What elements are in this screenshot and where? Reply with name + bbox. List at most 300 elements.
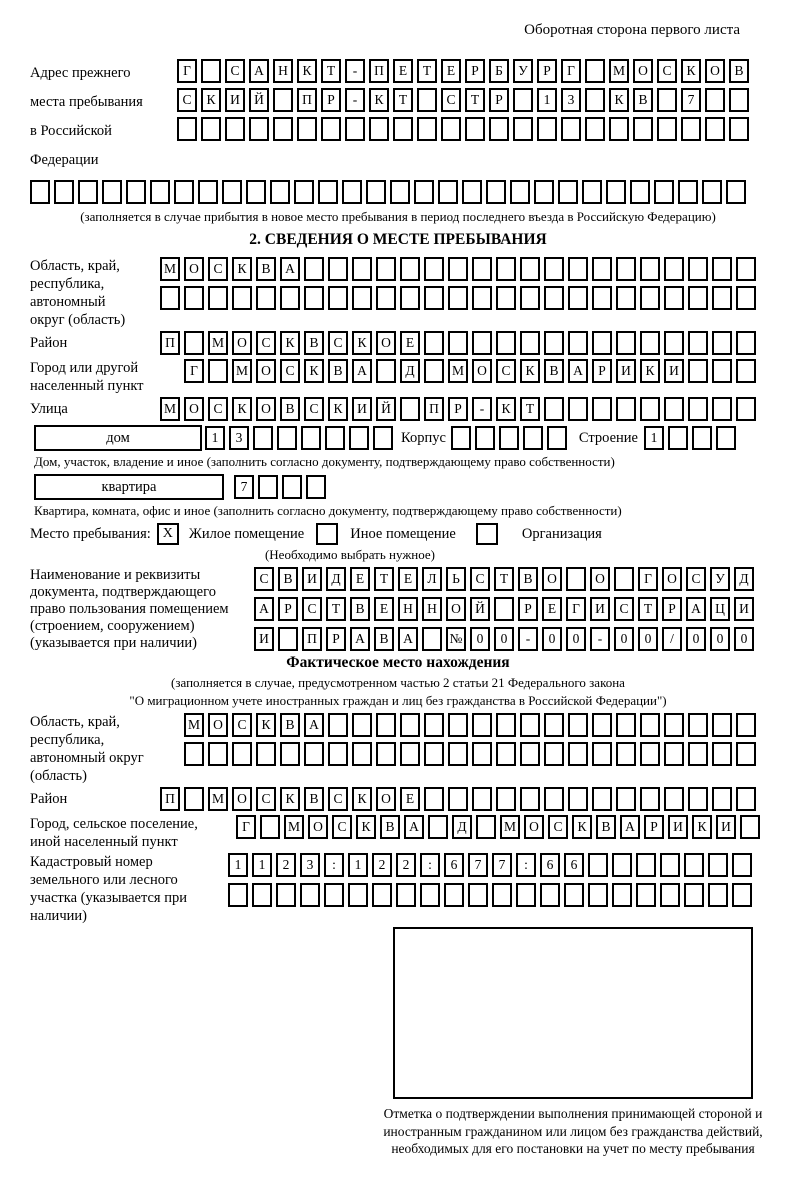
char-cell: К	[681, 59, 701, 83]
city-block	[30, 359, 766, 395]
char-cell	[184, 331, 204, 355]
char-cell	[448, 787, 468, 811]
char-cell	[585, 59, 605, 83]
title-doc-row-1	[254, 567, 754, 591]
char-cell: И	[716, 815, 736, 839]
char-cell	[496, 257, 516, 281]
char-cell	[492, 883, 512, 907]
fact-district-row	[160, 787, 756, 811]
registration-stamp-note: Отметка о подтверждении выполнения принимающей стороной и иностранным гражданином или лицом без гражданства действий, необходимых для его постановки на учет по месту пребывания	[383, 1106, 763, 1156]
char-cell	[184, 742, 204, 766]
char-cell: К	[256, 713, 276, 737]
char-cell	[208, 742, 228, 766]
char-cell	[201, 59, 221, 83]
char-cell	[712, 257, 732, 281]
char-cell	[328, 286, 348, 310]
char-cell	[640, 331, 660, 355]
char-cell	[616, 787, 636, 811]
korpus-cells	[451, 426, 567, 450]
char-cell: С	[328, 787, 348, 811]
char-cell	[349, 426, 369, 450]
char-cell: И	[225, 88, 245, 112]
char-cell	[544, 257, 564, 281]
char-cell	[688, 331, 708, 355]
char-cell	[592, 397, 612, 421]
char-cell	[276, 883, 296, 907]
char-cell	[640, 397, 660, 421]
char-cell	[345, 117, 365, 141]
char-cell	[258, 475, 278, 499]
char-cell: Й	[470, 597, 490, 621]
char-cell	[688, 286, 708, 310]
char-cell	[417, 88, 437, 112]
char-cell: С	[657, 59, 677, 83]
char-cell	[510, 180, 530, 204]
char-cell	[606, 180, 626, 204]
char-cell	[708, 883, 728, 907]
char-cell: В	[374, 627, 394, 651]
char-cell	[253, 426, 273, 450]
char-cell	[352, 286, 372, 310]
title-doc-row-2	[254, 597, 754, 621]
char-cell	[688, 257, 708, 281]
char-cell: О	[208, 713, 228, 737]
char-cell	[588, 883, 608, 907]
char-cell: А	[352, 359, 372, 383]
char-cell	[585, 88, 605, 112]
char-cell	[369, 117, 389, 141]
other-premise-label: Иное помещение	[350, 525, 456, 542]
char-cell: 7	[492, 853, 512, 877]
prev-address-row-4	[30, 180, 766, 204]
char-cell	[712, 713, 732, 737]
char-cell: К	[232, 397, 252, 421]
char-cell: :	[324, 853, 344, 877]
char-cell: 0	[638, 627, 658, 651]
district-label: Район	[30, 335, 68, 351]
char-cell	[472, 257, 492, 281]
char-cell	[400, 713, 420, 737]
char-cell	[475, 426, 495, 450]
char-cell: И	[302, 567, 322, 591]
char-cell: В	[280, 713, 300, 737]
char-cell	[496, 742, 516, 766]
char-cell: К	[297, 59, 317, 83]
char-cell	[568, 787, 588, 811]
char-cell: 3	[300, 853, 320, 877]
other-premise-checkbox	[316, 523, 338, 545]
char-cell: А	[249, 59, 269, 83]
char-cell: В	[280, 397, 300, 421]
fact-district-block	[30, 787, 766, 811]
char-cell	[301, 426, 321, 450]
char-cell	[664, 286, 684, 310]
city-label: Город или другой населенный пункт	[30, 360, 144, 394]
char-cell	[304, 286, 324, 310]
char-cell: И	[616, 359, 636, 383]
char-cell: Т	[326, 597, 346, 621]
char-cell	[177, 117, 197, 141]
char-cell: Г	[177, 59, 197, 83]
char-cell: -	[590, 627, 610, 651]
char-cell	[520, 742, 540, 766]
char-cell	[520, 713, 540, 737]
char-cell: Е	[350, 567, 370, 591]
char-cell: -	[345, 59, 365, 83]
char-cell	[352, 742, 372, 766]
char-cell: 0	[494, 627, 514, 651]
char-cell: Р	[326, 627, 346, 651]
char-cell: А	[568, 359, 588, 383]
region-label: Область, край, республика, автономный округ (область)	[30, 258, 126, 328]
char-cell: К	[369, 88, 389, 112]
char-cell: Е	[441, 59, 461, 83]
place-type-row	[30, 523, 766, 545]
region-row-1	[160, 257, 756, 281]
char-cell: :	[420, 853, 440, 877]
char-cell: М	[208, 787, 228, 811]
char-cell: К	[520, 359, 540, 383]
char-cell	[277, 426, 297, 450]
char-cell	[640, 286, 660, 310]
char-cell	[366, 180, 386, 204]
char-cell: -	[518, 627, 538, 651]
char-cell	[736, 257, 756, 281]
char-cell: С	[328, 331, 348, 355]
char-cell	[736, 359, 756, 383]
char-cell	[400, 257, 420, 281]
char-cell	[732, 853, 752, 877]
char-cell: К	[232, 257, 252, 281]
char-cell: П	[302, 627, 322, 651]
char-cell: У	[513, 59, 533, 83]
char-cell	[372, 883, 392, 907]
char-cell: Р	[321, 88, 341, 112]
region-block	[30, 257, 766, 329]
char-cell: И	[668, 815, 688, 839]
fact-city-block	[30, 815, 766, 851]
char-cell	[306, 475, 326, 499]
char-cell	[726, 180, 746, 204]
char-cell	[304, 257, 324, 281]
char-cell	[472, 331, 492, 355]
char-cell: Р	[465, 59, 485, 83]
char-cell	[246, 180, 266, 204]
char-cell	[657, 117, 677, 141]
title-doc-row-3	[254, 627, 754, 651]
char-cell: Р	[278, 597, 298, 621]
char-cell	[712, 331, 732, 355]
page-side-note: Оборотная сторона первого листа	[524, 22, 740, 38]
char-cell: С	[280, 359, 300, 383]
apartment-note: Квартира, комната, офис и иное (заполнить согласно документу, подтверждающему право собственности)	[34, 503, 622, 518]
char-cell	[520, 787, 540, 811]
char-cell	[736, 286, 756, 310]
char-cell: П	[160, 331, 180, 355]
char-cell: -	[472, 397, 492, 421]
prev-address-row-2	[177, 88, 749, 112]
fact-region-row-2	[184, 742, 756, 766]
char-cell	[540, 883, 560, 907]
place-type-label: Место пребывания:	[30, 525, 151, 542]
char-cell: В	[729, 59, 749, 83]
street-row	[160, 397, 756, 421]
char-cell	[712, 742, 732, 766]
char-cell: 2	[396, 853, 416, 877]
char-cell	[472, 742, 492, 766]
fact-region-row-1	[184, 713, 756, 737]
char-cell: П	[424, 397, 444, 421]
char-cell: К	[692, 815, 712, 839]
char-cell: К	[496, 397, 516, 421]
char-cell	[544, 787, 564, 811]
char-cell: Е	[398, 567, 418, 591]
char-cell	[688, 359, 708, 383]
char-cell: :	[516, 853, 536, 877]
house-block	[30, 425, 766, 451]
char-cell: А	[350, 627, 370, 651]
char-cell: С	[614, 597, 634, 621]
char-cell: Р	[592, 359, 612, 383]
char-cell	[448, 713, 468, 737]
house-cells	[205, 426, 393, 450]
char-cell: И	[590, 597, 610, 621]
char-cell	[352, 257, 372, 281]
char-cell: -	[345, 88, 365, 112]
char-cell	[609, 117, 629, 141]
char-cell	[692, 426, 712, 450]
char-cell: Д	[326, 567, 346, 591]
char-cell	[496, 713, 516, 737]
char-cell	[592, 331, 612, 355]
char-cell	[201, 117, 221, 141]
char-cell: О	[705, 59, 725, 83]
char-cell	[304, 742, 324, 766]
char-cell	[547, 426, 567, 450]
char-cell	[328, 257, 348, 281]
char-cell	[616, 331, 636, 355]
char-cell	[328, 742, 348, 766]
char-cell: К	[280, 787, 300, 811]
char-cell	[732, 883, 752, 907]
char-cell: О	[256, 359, 276, 383]
organization-checkbox	[476, 523, 498, 545]
char-cell: В	[278, 567, 298, 591]
char-cell: С	[441, 88, 461, 112]
char-cell	[636, 853, 656, 877]
char-cell: О	[662, 567, 682, 591]
char-cell: О	[446, 597, 466, 621]
char-cell	[633, 117, 653, 141]
char-cell	[472, 787, 492, 811]
char-cell	[208, 359, 228, 383]
char-cell: Н	[273, 59, 293, 83]
char-cell: 6	[564, 853, 584, 877]
char-cell: В	[633, 88, 653, 112]
char-cell	[582, 180, 602, 204]
char-cell	[496, 331, 516, 355]
char-cell: 1	[644, 426, 664, 450]
place-type-note: (Необходимо выбрать нужное)	[264, 547, 436, 562]
prev-address-row-1	[177, 59, 749, 83]
char-cell: 0	[614, 627, 634, 651]
char-cell	[712, 397, 732, 421]
char-cell	[664, 787, 684, 811]
char-cell: К	[201, 88, 221, 112]
actual-location-title: Фактическое место нахождения	[286, 654, 510, 671]
char-cell: Е	[374, 597, 394, 621]
char-cell	[612, 883, 632, 907]
char-cell	[568, 713, 588, 737]
fact-region-block	[30, 713, 766, 785]
char-cell	[588, 853, 608, 877]
char-cell: Д	[400, 359, 420, 383]
char-cell	[616, 713, 636, 737]
char-cell: В	[304, 331, 324, 355]
char-cell: №	[446, 627, 466, 651]
char-cell: Е	[393, 59, 413, 83]
char-cell: 6	[540, 853, 560, 877]
residential-label: Жилое помещение	[188, 525, 305, 542]
char-cell: К	[609, 88, 629, 112]
char-cell	[174, 180, 194, 204]
char-cell: С	[254, 567, 274, 591]
char-cell	[78, 180, 98, 204]
char-cell: 1	[537, 88, 557, 112]
char-cell: А	[620, 815, 640, 839]
char-cell	[252, 883, 272, 907]
char-cell	[640, 742, 660, 766]
char-cell: Т	[393, 88, 413, 112]
char-cell: Д	[452, 815, 472, 839]
char-cell	[592, 257, 612, 281]
char-cell: Р	[489, 88, 509, 112]
char-cell	[712, 359, 732, 383]
char-cell	[424, 331, 444, 355]
char-cell	[102, 180, 122, 204]
char-cell	[523, 426, 543, 450]
char-cell	[444, 883, 464, 907]
char-cell: М	[160, 257, 180, 281]
char-cell: М	[448, 359, 468, 383]
char-cell: Т	[321, 59, 341, 83]
char-cell	[544, 286, 564, 310]
char-cell	[736, 787, 756, 811]
char-cell	[496, 286, 516, 310]
char-cell: Т	[494, 567, 514, 591]
char-cell	[544, 713, 564, 737]
cadastral-row-1	[228, 853, 752, 877]
char-cell	[376, 359, 396, 383]
char-cell: Т	[465, 88, 485, 112]
char-cell: П	[297, 88, 317, 112]
char-cell: М	[160, 397, 180, 421]
char-cell: С	[232, 713, 252, 737]
char-cell	[420, 883, 440, 907]
char-cell	[636, 883, 656, 907]
char-cell: 1	[252, 853, 272, 877]
char-cell: О	[232, 331, 252, 355]
char-cell	[592, 713, 612, 737]
char-cell: Р	[518, 597, 538, 621]
char-cell	[462, 180, 482, 204]
char-cell	[616, 286, 636, 310]
char-cell	[348, 883, 368, 907]
char-cell	[232, 286, 252, 310]
char-cell: О	[376, 787, 396, 811]
char-cell	[688, 787, 708, 811]
char-cell: Т	[417, 59, 437, 83]
char-cell	[273, 117, 293, 141]
char-cell: О	[376, 331, 396, 355]
char-cell: И	[352, 397, 372, 421]
char-cell	[318, 180, 338, 204]
char-cell	[740, 815, 760, 839]
char-cell	[520, 331, 540, 355]
char-cell	[424, 787, 444, 811]
char-cell	[640, 257, 660, 281]
char-cell	[616, 397, 636, 421]
char-cell: /	[662, 627, 682, 651]
char-cell	[260, 815, 280, 839]
char-cell: О	[256, 397, 276, 421]
char-cell	[684, 883, 704, 907]
char-cell: Г	[184, 359, 204, 383]
char-cell: К	[328, 397, 348, 421]
char-cell: О	[184, 257, 204, 281]
char-cell	[324, 883, 344, 907]
char-cell: М	[208, 331, 228, 355]
char-cell	[544, 397, 564, 421]
char-cell: С	[470, 567, 490, 591]
char-cell: К	[280, 331, 300, 355]
char-cell: М	[284, 815, 304, 839]
char-cell: А	[404, 815, 424, 839]
char-cell	[396, 883, 416, 907]
char-cell	[184, 787, 204, 811]
char-cell: М	[609, 59, 629, 83]
char-cell: О	[308, 815, 328, 839]
char-cell: Р	[644, 815, 664, 839]
char-cell	[278, 627, 298, 651]
char-cell: С	[686, 567, 706, 591]
char-cell	[664, 331, 684, 355]
char-cell	[476, 815, 496, 839]
char-cell	[544, 742, 564, 766]
street-label: Улица	[30, 401, 68, 417]
char-cell	[448, 331, 468, 355]
char-cell	[472, 713, 492, 737]
char-cell: Е	[400, 331, 420, 355]
char-cell	[616, 742, 636, 766]
cadastral-block	[30, 853, 766, 925]
char-cell: С	[302, 597, 322, 621]
char-cell: В	[256, 257, 276, 281]
char-cell	[513, 88, 533, 112]
char-cell	[472, 286, 492, 310]
char-cell	[612, 853, 632, 877]
char-cell	[496, 787, 516, 811]
char-cell	[585, 117, 605, 141]
char-cell	[282, 475, 302, 499]
char-cell	[688, 742, 708, 766]
char-cell	[537, 117, 557, 141]
char-cell: 0	[686, 627, 706, 651]
char-cell: Е	[542, 597, 562, 621]
char-cell	[400, 742, 420, 766]
char-cell	[494, 597, 514, 621]
char-cell	[448, 742, 468, 766]
